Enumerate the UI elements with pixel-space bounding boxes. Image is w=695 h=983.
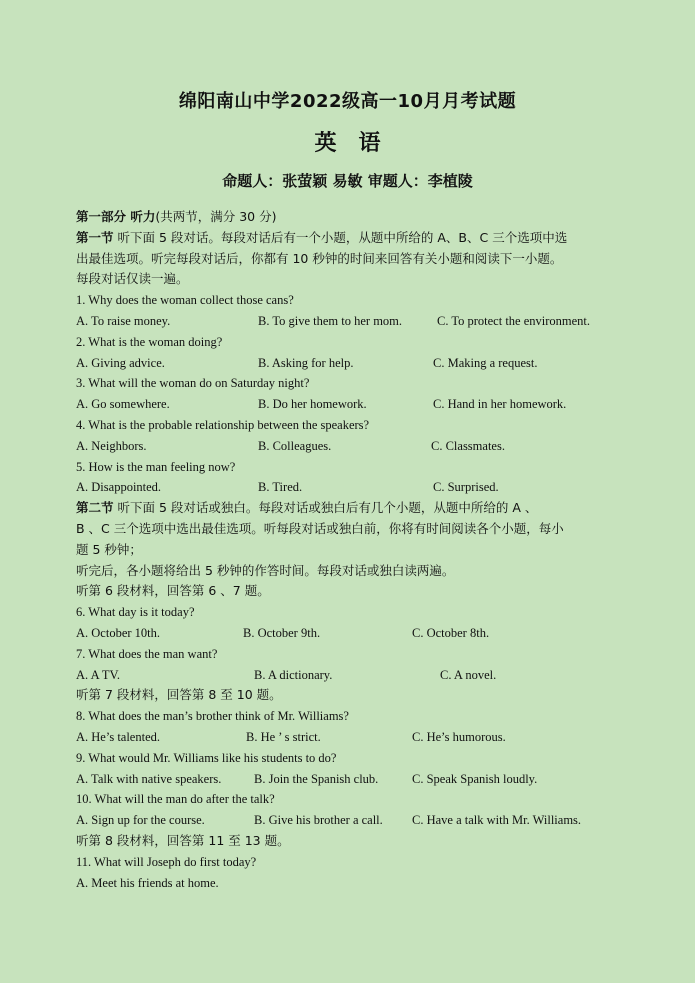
material-6-heading: 听第 6 段材料，回答第 6 、7 题。 (76, 583, 270, 599)
section2-instructions-line2: B 、C 三个选项中选出最佳选项。听每段对话或独白前，你将有时间阅读各个小题，每小 (76, 520, 564, 536)
question-4: 4. What is the probable relationship between the speakers? (76, 417, 370, 432)
section2-instructions-line1 (76, 498, 624, 519)
q9-option-c: C. Speak Spanish loudly. (412, 771, 538, 786)
question-9: 9. What would Mr. Williams like his students to do? (76, 750, 337, 765)
q7-option-b: B. A dictionary. (254, 667, 333, 682)
q3-option-a: A. Go somewhere. (76, 397, 170, 412)
section1-instructions-line2: 出最佳选项。听完每段对话后，你都有 10 秒钟的时间来回答有关小题和阅读下一小题。 (76, 250, 563, 266)
exam-title: 绵阳南山中学2022级高一10月月考试题 (178, 91, 517, 112)
question-11: 11. What will Joseph do first today? (76, 854, 257, 869)
q5-option-a: A. Disappointed. (76, 480, 162, 495)
question-2-options (76, 353, 624, 374)
q4-option-a: A. Neighbors. (76, 438, 147, 453)
section1-instructions-text1: 听下面 5 段对话。每段对话后有一个小题，从题中所给的 A、B、C 三个选项中选 (113, 229, 568, 245)
section1-label: 第一节 (76, 229, 114, 245)
question-4-options (76, 436, 624, 457)
section2-instructions-line4: 听完后，各小题将给出 5 秒钟的作答时间。每段对话或独白读两遍。 (76, 562, 455, 578)
question-5-options (76, 477, 624, 498)
question-10-options (76, 810, 624, 831)
q1-option-b: B. To give them to her mom. (258, 313, 403, 328)
question-1-options (76, 311, 624, 332)
q10-option-b: B. Give his brother a call. (254, 813, 383, 828)
q6-option-c: C. October 8th. (412, 625, 490, 640)
q5-option-c: C. Surprised. (433, 480, 499, 495)
q6-option-a: A. October 10th. (76, 625, 161, 640)
q2-option-b: B. Asking for help. (258, 355, 354, 370)
part1-heading-bold: 第一部分 听力 (76, 209, 156, 224)
section2-instructions-line3: 题 5 秒钟； (76, 541, 142, 557)
q2-option-a: A. Giving advice. (76, 355, 165, 370)
q9-option-b: B. Join the Spanish club. (254, 771, 379, 786)
question-7: 7. What does the man want? (76, 646, 218, 661)
q2-option-c: C. Making a request. (433, 355, 538, 370)
q7-option-c: C. A novel. (440, 667, 497, 682)
q11-option-a: A. Meet his friends at home. (76, 875, 219, 890)
authors-line: 命题人：张萤颖 易敏 审题人：李植陵 (222, 172, 473, 190)
q5-option-b: B. Tired. (258, 480, 303, 495)
question-5: 5. How is the man feeling now? (76, 459, 236, 474)
q3-option-c: C. Hand in her homework. (433, 397, 567, 412)
question-10: 10. What will the man do after the talk? (76, 792, 275, 807)
part1-heading (76, 207, 624, 228)
subject-title: 英 语 (314, 131, 381, 156)
question-8-options (76, 727, 624, 748)
q8-option-b: B. He ’ s strict. (246, 729, 321, 744)
question-1: 1. Why does the woman collect those cans? (76, 293, 294, 308)
question-3-options (76, 394, 624, 415)
q10-option-a: A. Sign up for the course. (76, 813, 205, 828)
question-6-options (76, 623, 624, 644)
question-6: 6. What day is it today? (76, 605, 195, 620)
question-2: 2. What is the woman doing? (76, 334, 223, 349)
q3-option-b: B. Do her homework. (258, 397, 367, 412)
q1-option-c: C. To protect the environment. (437, 313, 591, 328)
question-11-options (76, 873, 624, 894)
material-8-heading: 听第 8 段材料，回答第 11 至 13 题。 (76, 832, 290, 848)
q6-option-b: B. October 9th. (243, 625, 321, 640)
q7-option-a: A. A TV. (76, 667, 121, 682)
part1-heading-rest: (共两节，满分 30 分) (155, 209, 277, 224)
q10-option-c: C. Have a talk with Mr. Williams. (412, 813, 582, 828)
section1-instructions-line3: 每段对话仅读一遍。 (76, 271, 189, 287)
question-9-options (76, 769, 624, 790)
question-8: 8. What does the man’s brother think of Mr. Williams? (76, 709, 349, 724)
section2-instructions-text1: 听下面 5 段对话或独白。每段对话或独白后有几个小题，从题中所给的 A 、 (113, 500, 538, 516)
q4-option-c: C. Classmates. (431, 438, 505, 453)
q9-option-a: A. Talk with native speakers. (76, 771, 222, 786)
exam-body (76, 207, 624, 893)
q8-option-c: C. He’s humorous. (412, 729, 506, 744)
material-7-heading: 听第 7 段材料，回答第 8 至 10 题。 (76, 687, 282, 703)
q4-option-b: B. Colleagues. (258, 438, 332, 453)
question-7-options (76, 665, 624, 686)
section1-instructions-line1 (76, 228, 624, 249)
q8-option-a: A. He’s talented. (76, 729, 161, 744)
section2-label: 第二节 (76, 500, 114, 516)
q1-option-a: A. To raise money. (76, 313, 171, 328)
question-3: 3. What will the woman do on Saturday night? (76, 376, 310, 391)
